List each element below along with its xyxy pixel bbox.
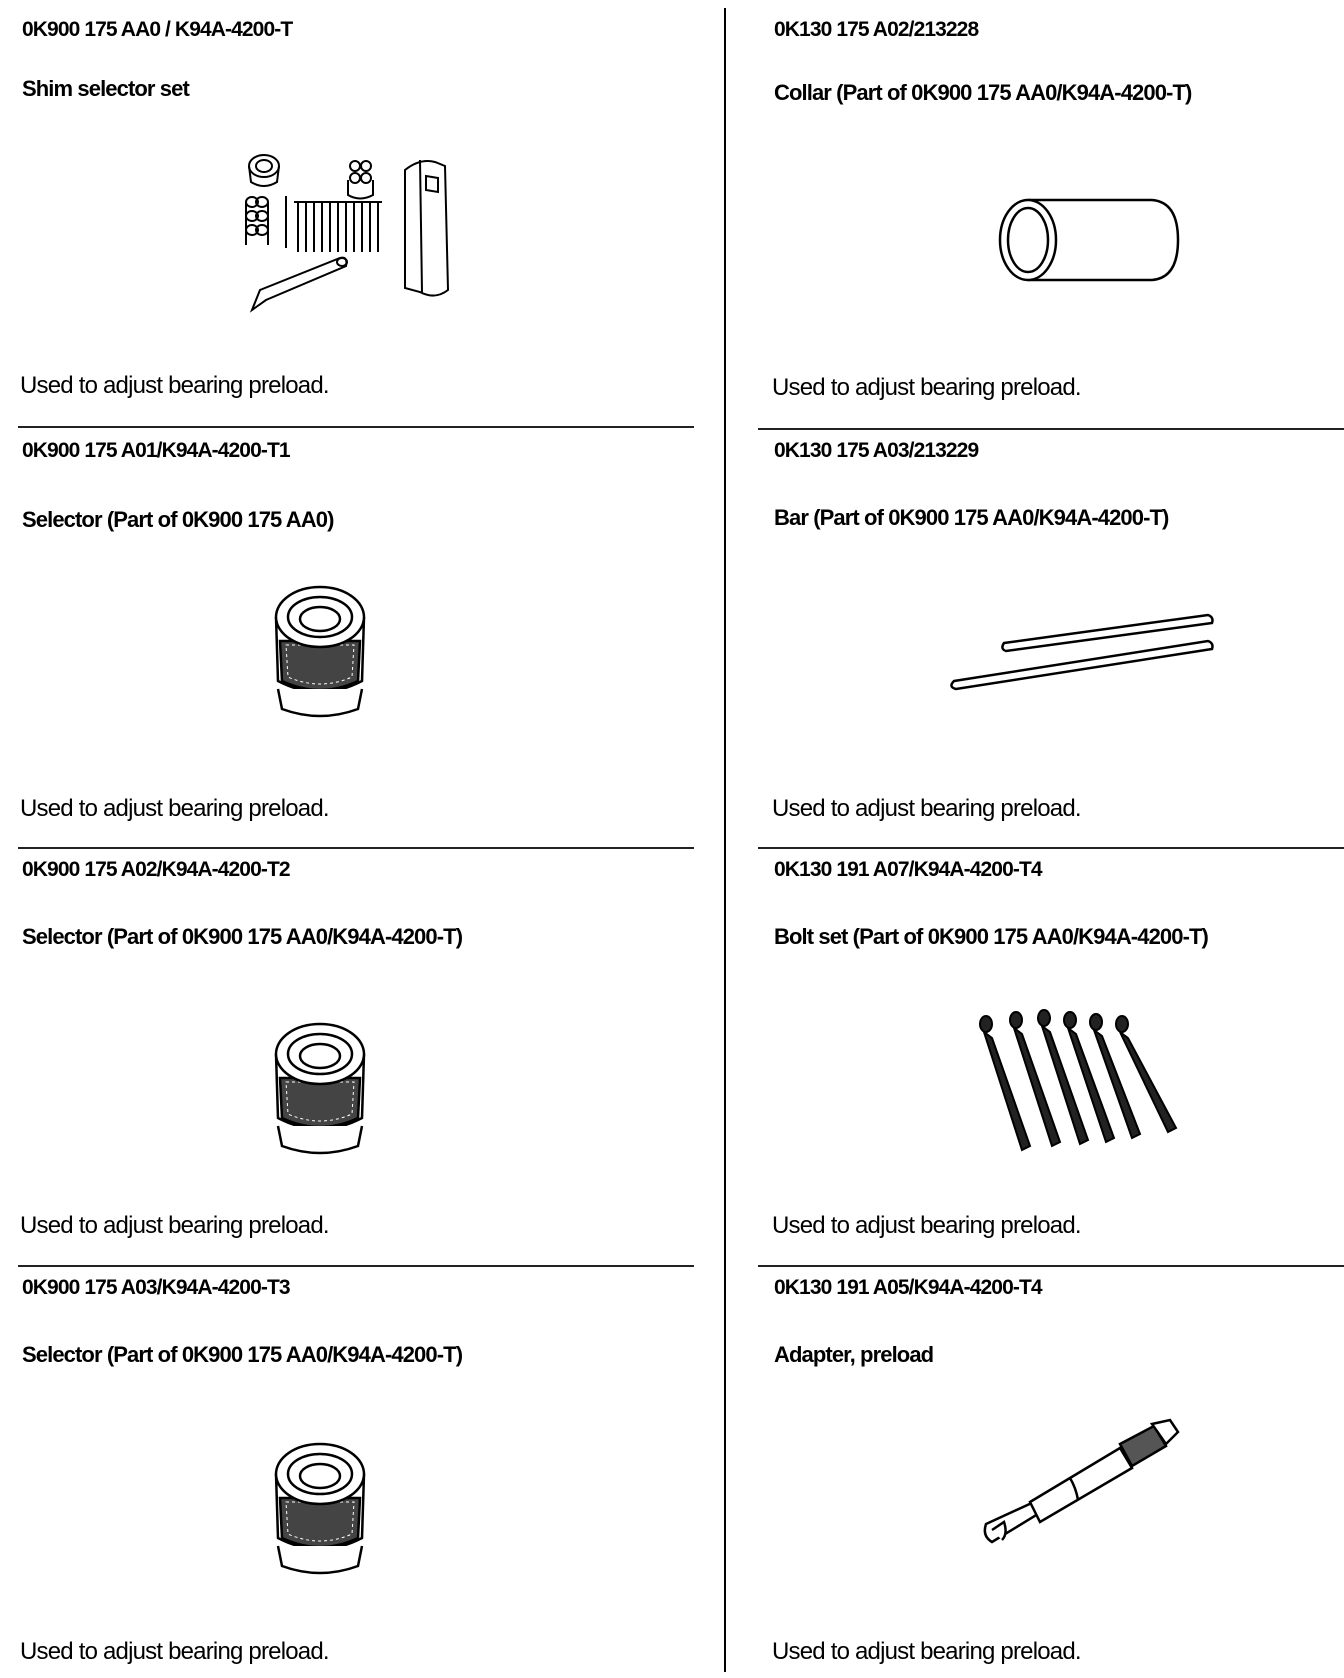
tool-entry [20, 421, 680, 841]
shim-selector-set-icon [230, 140, 480, 325]
tool-name: Selector (Part of 0K900 175 AA0) [22, 507, 334, 532]
tool-name: Bar (Part of 0K900 175 AA0/K94A-4200-T) [774, 505, 1169, 530]
tool-entry [772, 840, 1344, 1260]
tool-description: Used to adjust bearing preload. [20, 795, 329, 822]
tool-name: Selector (Part of 0K900 175 AA0/K94A-4200-T) [22, 1342, 463, 1367]
tool-description: Used to adjust bearing preload. [772, 374, 1081, 401]
part-number: 0K900 175 A01/K94A-4200-T1 [22, 439, 290, 462]
tool-name: Shim selector set [22, 76, 189, 101]
tool-description: Used to adjust bearing preload. [772, 795, 1081, 822]
collar-icon [992, 192, 1192, 297]
tool-name: Adapter, preload [774, 1342, 934, 1367]
bolt-set-icon [972, 1008, 1202, 1163]
tool-description: Used to adjust bearing preload. [20, 1638, 329, 1665]
tool-entry [20, 0, 680, 420]
part-number: 0K130 175 A02/213228 [774, 18, 979, 41]
part-number: 0K130 191 A05/K94A-4200-T4 [774, 1276, 1042, 1299]
tool-description: Used to adjust bearing preload. [772, 1212, 1081, 1239]
part-number: 0K900 175 AA0 / K94A-4200-T [22, 18, 293, 41]
tool-entry [20, 1258, 680, 1678]
tool-description: Used to adjust bearing preload. [20, 1212, 329, 1239]
part-number: 0K130 175 A03/213229 [774, 439, 979, 462]
part-number: 0K900 175 A03/K94A-4200-T3 [22, 1276, 290, 1299]
tool-name: Selector (Part of 0K900 175 AA0/K94A-4200-T) [22, 924, 463, 949]
tool-entry [772, 421, 1344, 841]
selector-icon [260, 1018, 380, 1163]
tool-description: Used to adjust bearing preload. [20, 372, 329, 399]
tool-description: Used to adjust bearing preload. [772, 1638, 1081, 1665]
part-number: 0K900 175 A02/K94A-4200-T2 [22, 858, 290, 881]
column-divider [724, 8, 726, 1672]
selector-icon [260, 581, 380, 726]
preload-adapter-icon [978, 1418, 1198, 1553]
tool-name: Collar (Part of 0K900 175 AA0/K94A-4200-T) [774, 80, 1192, 105]
selector-icon [260, 1438, 380, 1583]
tool-entry [20, 840, 680, 1260]
tool-entry [772, 1258, 1344, 1678]
bar-icon [942, 607, 1222, 712]
tool-name: Bolt set (Part of 0K900 175 AA0/K94A-4200-T) [774, 924, 1208, 949]
part-number: 0K130 191 A07/K94A-4200-T4 [774, 858, 1042, 881]
tool-entry [772, 0, 1344, 420]
